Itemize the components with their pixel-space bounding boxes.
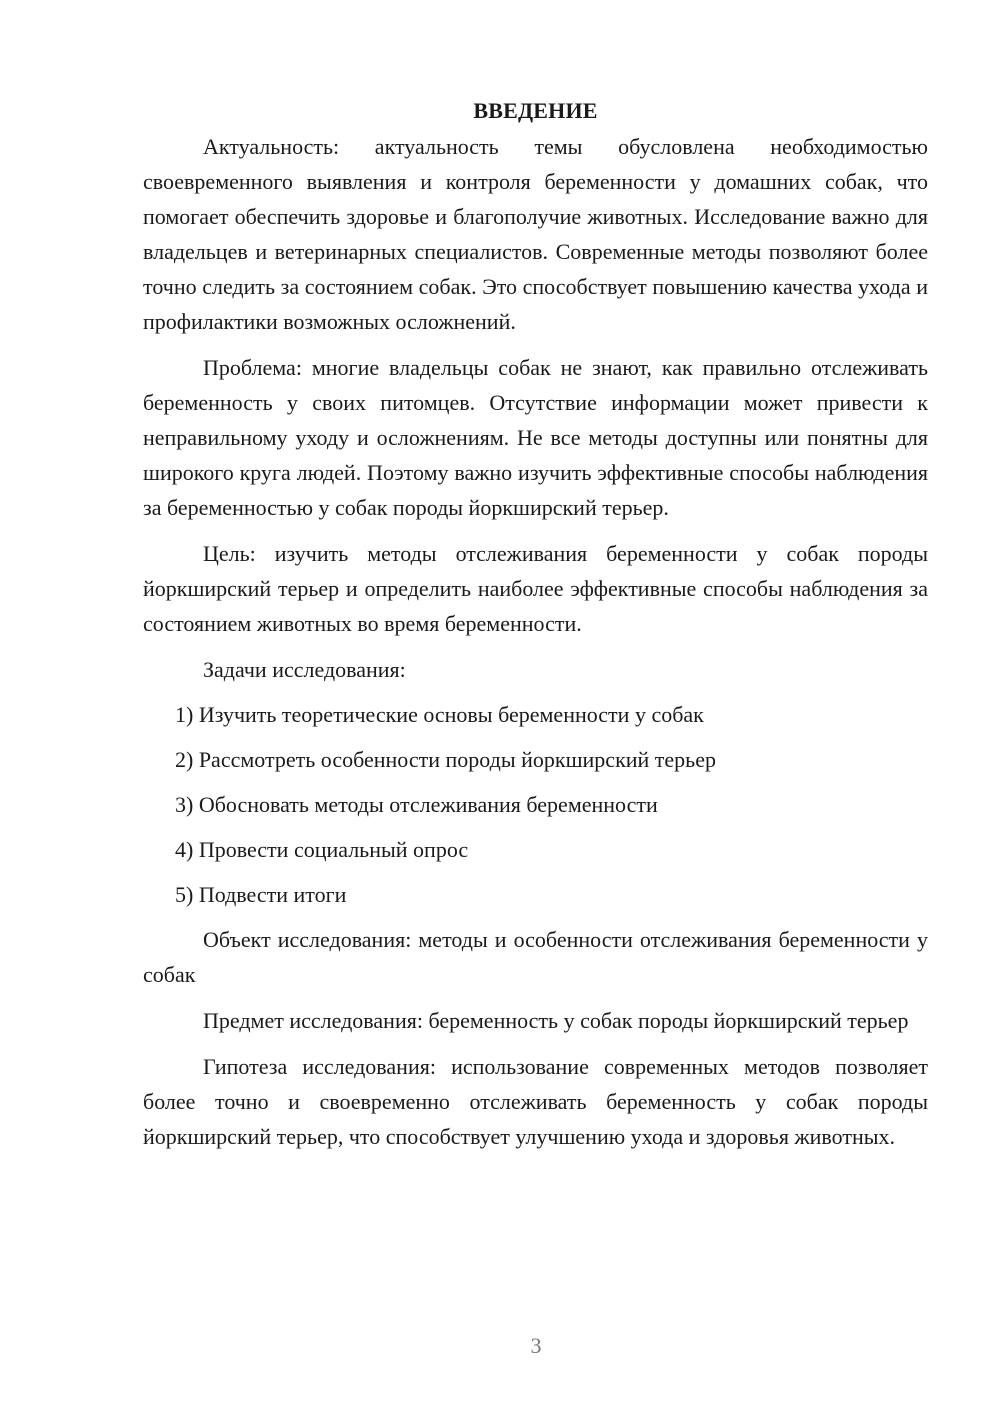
- list-item: 2) Рассмотреть особенности породы йоркширский терьер: [175, 747, 716, 772]
- paragraph-goal: Цель: изучить методы отслеживания беременности у собак породы йоркширский терьер и определить наиболее эффективные способы наблюдения за состоянием животных во время беременности.: [143, 541, 928, 636]
- task-list: [143, 697, 928, 912]
- list-item: 4) Провести социальный опрос: [175, 837, 469, 862]
- document-page: [143, 93, 928, 1165]
- list-item: 5) Подвести итоги: [175, 882, 347, 907]
- paragraph-hypothesis: Гипотеза исследования: использование современных методов позволяет более точно и своевременно отслеживать беременность у собак породы йоркширский терьер, что способствует улучшению ухода и здоровья животных.: [143, 1054, 928, 1149]
- page-number: 3: [530, 1333, 542, 1358]
- list-item: 1) Изучить теоретические основы беременности у собак: [175, 702, 704, 727]
- paragraph-problem: Проблема: многие владельцы собак не знают, как правильно отслеживать беременность у своих питомцев. Отсутствие информации может привести к неправильному уходу и осложнениям. Не все методы доступны или понятны для широкого круга людей. Поэтому важно изучить эффективные способы наблюдения за беременностью у собак породы йоркширский терьер.: [143, 355, 928, 520]
- tasks-label: Задачи исследования:: [203, 657, 406, 682]
- list-item: 3) Обосновать методы отслеживания беременности: [175, 792, 658, 817]
- section-heading: ВВЕДЕНИЕ: [473, 98, 598, 123]
- paragraph-object: Объект исследования: методы и особенности отслеживания беременности у собак: [143, 927, 928, 987]
- paragraph-relevance: Актуальность: актуальность темы обусловлена необходимостью своевременного выявления и контроля беременности у домашних собак, что помогает обеспечить здоровье и благополучие животных. Исследование важно для владельцев и ветеринарных специалистов. Современные методы позволяют более точно следить за состоянием собак. Это способствует повышению качества ухода и профилактики возможных осложнений.: [143, 134, 928, 334]
- paragraph-subject: Предмет исследования: беременность у собак породы йоркширский терьер: [203, 1008, 909, 1033]
